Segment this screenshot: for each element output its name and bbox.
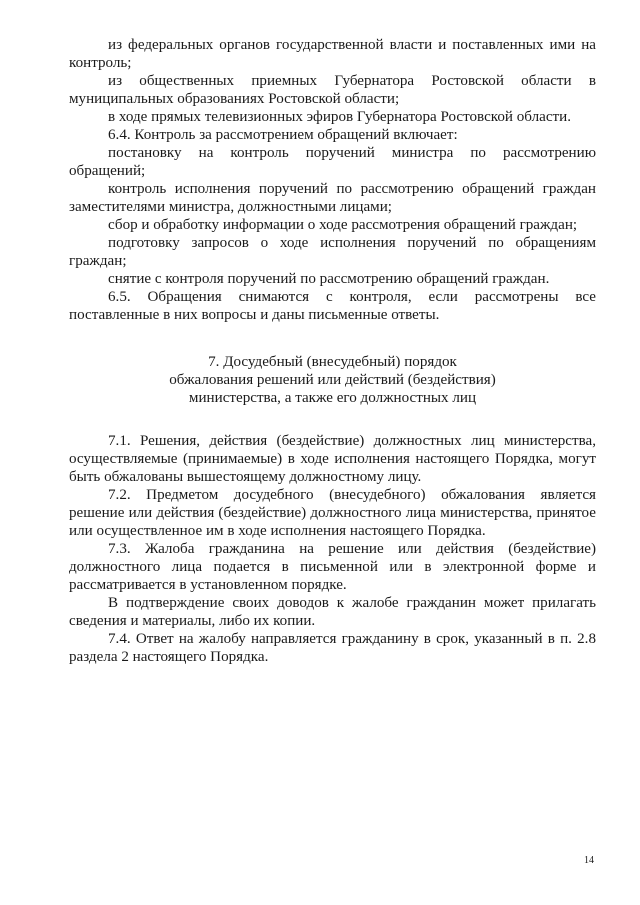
paragraph: в ходе прямых телевизионных эфиров Губернатора Ростовской области. [108, 109, 571, 125]
paragraph: из федеральных органов государственной власти и поставленных ими на контроль; [69, 37, 596, 71]
paragraph: 6.4. Контроль за рассмотрением обращений включает: [108, 127, 458, 143]
paragraph: снятие с контроля поручений по рассмотрению обращений граждан. [108, 271, 550, 287]
section-heading-line: министерства, а также его должностных лиц [188, 390, 477, 406]
document-page [69, 36, 596, 666]
paragraph: 7.4. Ответ на жалобу направляется гражданину в срок, указанный в п. 2.8 раздела 2 настоящего Порядка. [69, 631, 596, 665]
paragraph: сбор и обработку информации о ходе рассмотрения обращений граждан; [108, 217, 578, 233]
section-heading-line: 7. Досудебный (внесудебный) порядок [208, 354, 457, 370]
paragraph: постановку на контроль поручений министра по рассмотрению обращений; [69, 145, 596, 179]
paragraph: В подтверждение своих доводов к жалобе гражданин может прилагать сведения и материалы, либо их копии. [69, 595, 596, 629]
page-number: 14 [584, 855, 594, 866]
paragraph: 6.5. Обращения снимаются с контроля, если рассмотрены все поставленные в них вопросы и даны письменные ответы. [69, 289, 596, 323]
paragraph: контроль исполнения поручений по рассмотрению обращений граждан заместителями министра, должностными лицами; [69, 181, 596, 215]
section-heading-line: обжалования решений или действий (бездействия) [169, 372, 496, 388]
paragraph: 7.3. Жалоба гражданина на решение или действия (бездействие) должностного лица подается в письменной или в электронной форме и рассматривается в установленном порядке. [69, 541, 596, 593]
paragraph: 7.2. Предметом досудебного (внесудебного) обжалования является решение или действия (бездействие) должностного лица министерства, принятое или осуществленное им в ходе исполнения настоящего Порядка. [69, 487, 596, 539]
paragraph: из общественных приемных Губернатора Ростовской области в муниципальных образованиях Ростовской области; [69, 73, 596, 107]
section-heading [69, 353, 596, 407]
paragraph: 7.1. Решения, действия (бездействие) должностных лиц министерства, осуществляемые (принимаемые) в ходе исполнения настоящего Порядка, могут быть обжалованы вышестоящему должностному лицу. [69, 433, 596, 485]
paragraph: подготовку запросов о ходе исполнения поручений по обращениям граждан; [69, 235, 596, 269]
